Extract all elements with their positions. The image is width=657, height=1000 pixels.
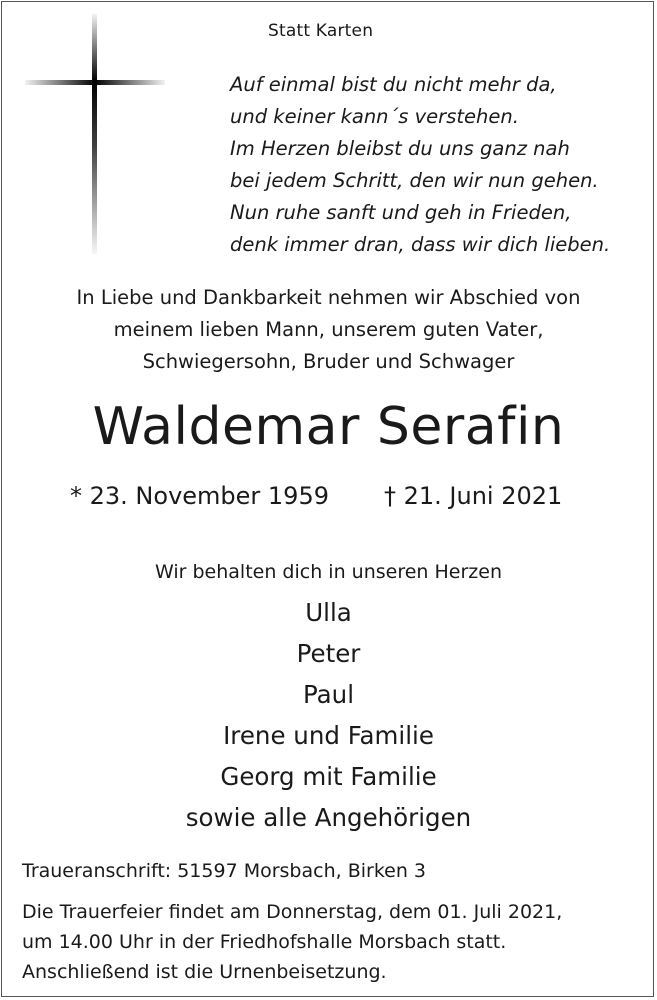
mourners-list bbox=[0, 592, 657, 838]
poem-line: Auf einmal bist du nicht mehr da, bbox=[230, 73, 557, 96]
poem-line: bei jedem Schritt, den wir nun gehen. bbox=[230, 169, 599, 192]
mourner-name: Ulla bbox=[305, 598, 352, 627]
poem-line: Nun ruhe sanft und geh in Frieden, bbox=[230, 201, 572, 224]
cross-icon bbox=[0, 0, 200, 260]
poem bbox=[230, 69, 610, 261]
mourners-heading: Wir behalten dich in unseren Herzen bbox=[155, 561, 502, 583]
mourner-name: Georg mit Familie bbox=[220, 762, 437, 791]
poem-line: denk immer dran, dass wir dich lieben. bbox=[230, 233, 611, 256]
funeral-service-info bbox=[22, 897, 562, 987]
mourning-address: Traueranschrift: 51597 Morsbach, Birken 3 bbox=[22, 860, 427, 882]
intro-line: meinem lieben Mann, unserem guten Vater, bbox=[113, 318, 544, 341]
service-line: um 14.00 Uhr in der Friedhofshalle Morsbach statt. bbox=[22, 931, 507, 953]
birth-date: * 23. November 1959 bbox=[70, 482, 329, 510]
intro-text bbox=[0, 282, 657, 378]
mourner-name: sowie alle Angehörigen bbox=[185, 803, 472, 832]
service-line: Anschließend ist die Urnenbeisetzung. bbox=[22, 961, 387, 983]
poem-line: und keiner kann´s verstehen. bbox=[230, 105, 519, 128]
intro-line: In Liebe und Dankbarkeit nehmen wir Abschied von bbox=[76, 286, 581, 309]
mourner-name: Irene und Familie bbox=[223, 721, 434, 750]
statt-karten-label: Statt Karten bbox=[268, 21, 374, 41]
deceased-name: Waldemar Serafin bbox=[92, 397, 565, 457]
poem-line: Im Herzen bleibst du uns ganz nah bbox=[230, 137, 570, 160]
mourner-name: Paul bbox=[302, 680, 355, 709]
service-line: Die Trauerfeier findet am Donnerstag, dem 01. Juli 2021, bbox=[22, 901, 563, 923]
mourner-name: Peter bbox=[296, 639, 361, 668]
death-date: † 21. Juni 2021 bbox=[384, 482, 563, 510]
intro-line: Schwiegersohn, Bruder und Schwager bbox=[142, 350, 515, 373]
